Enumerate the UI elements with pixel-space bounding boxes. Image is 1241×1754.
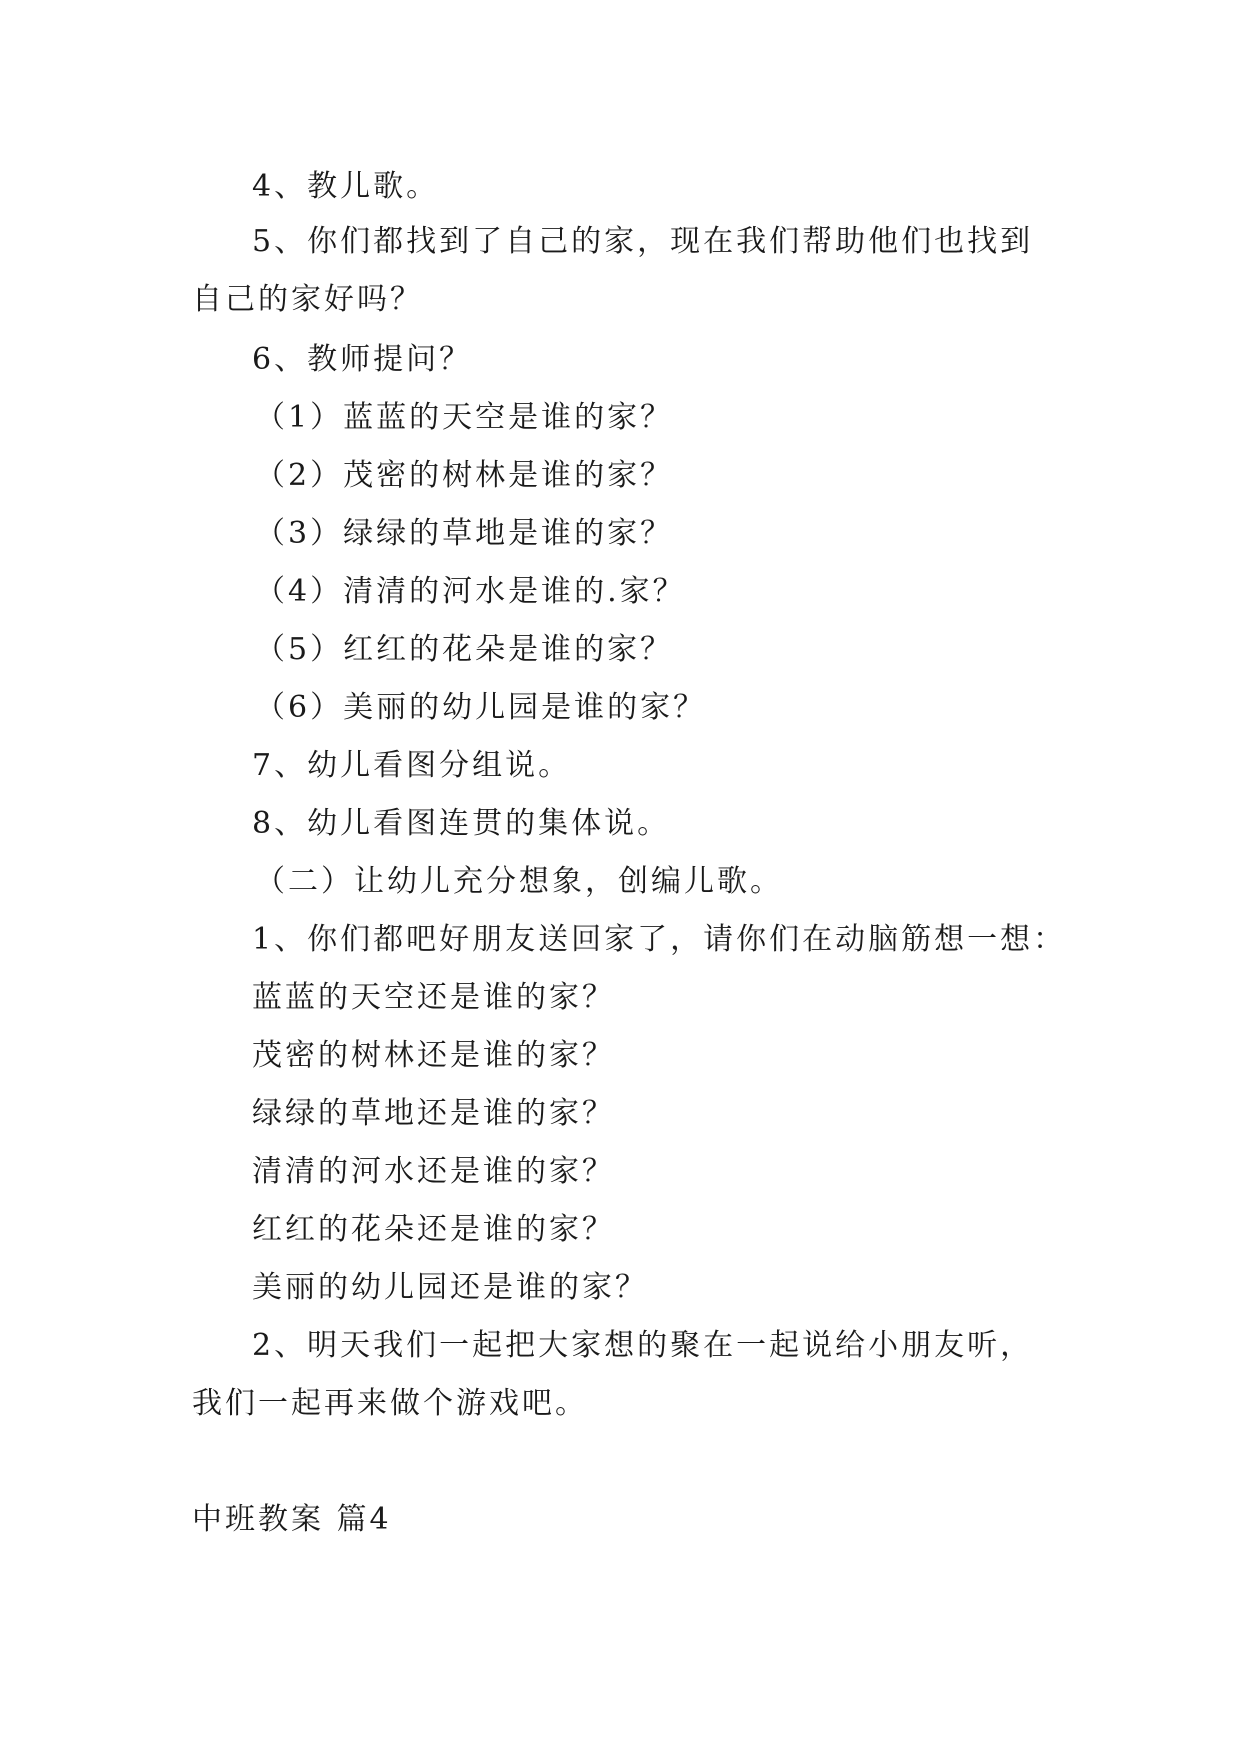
paragraph-line: 5、你们都找到了自己的家，现在我们帮助他们也找到 <box>252 224 1034 259</box>
list-item: （4）清清的河水是谁的.家？ <box>255 574 686 609</box>
list-item: （3）绿绿的草地是谁的家？ <box>255 516 674 551</box>
verse-line: 红红的花朵还是谁的家？ <box>252 1212 615 1247</box>
paragraph-line: 我们一起再来做个游戏吧。 <box>192 1386 588 1421</box>
paragraph-line: 2、明天我们一起把大家想的聚在一起说给小朋友听， <box>252 1328 1034 1363</box>
list-item: （6）美丽的幼儿园是谁的家？ <box>255 690 707 725</box>
verse-line: 美丽的幼儿园还是谁的家？ <box>252 1270 648 1305</box>
section-heading: 中班教案 篇4 <box>192 1502 392 1537</box>
list-item: （5）红红的花朵是谁的家？ <box>255 632 674 667</box>
paragraph-line: 8、幼儿看图连贯的集体说。 <box>252 806 671 841</box>
verse-line: 绿绿的草地还是谁的家？ <box>252 1096 615 1131</box>
paragraph-line: 1、你们都吧好朋友送回家了，请你们在动脑筋想一想： <box>252 922 1067 957</box>
paragraph-line: 7、幼儿看图分组说。 <box>252 748 572 783</box>
paragraph-line: 自己的家好吗？ <box>192 282 423 317</box>
verse-line: 茂密的树林还是谁的家？ <box>252 1038 615 1073</box>
verse-line: 蓝蓝的天空还是谁的家？ <box>252 980 615 1015</box>
list-item: （1）蓝蓝的天空是谁的家？ <box>255 400 674 435</box>
verse-line: 清清的河水还是谁的家？ <box>252 1154 615 1189</box>
paragraph-line: 4、教儿歌。 <box>252 169 440 204</box>
paragraph-line: 6、教师提问？ <box>252 342 473 377</box>
section-subheading: （二）让幼儿充分想象，创编儿歌。 <box>255 864 783 899</box>
list-item: （2）茂密的树林是谁的家？ <box>255 458 674 493</box>
